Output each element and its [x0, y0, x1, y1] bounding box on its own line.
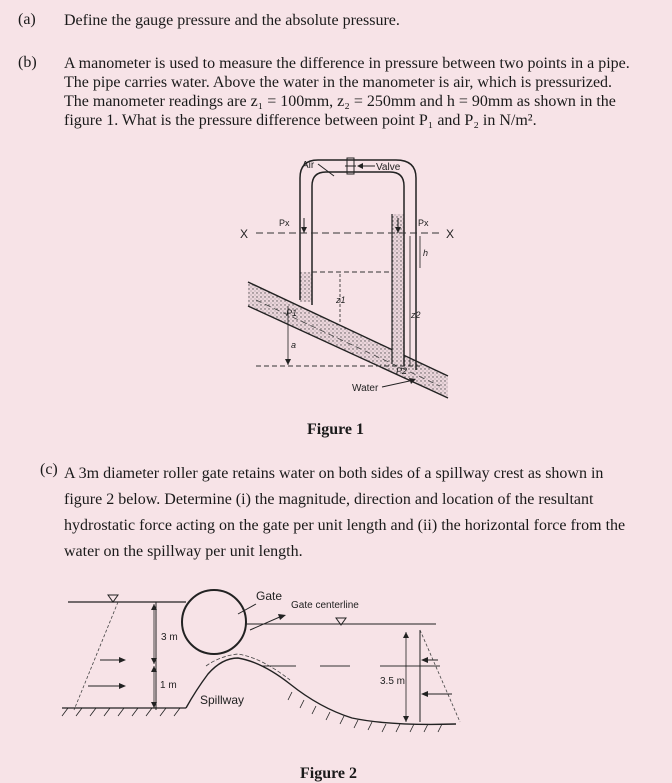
right-tube-water — [392, 214, 404, 364]
part-b-label: (b) — [18, 54, 37, 71]
spillway-profile — [186, 658, 456, 724]
z1-label: z1 — [336, 295, 346, 305]
figure-1-caption: Figure 1 — [307, 421, 365, 438]
upstream-surface-marker — [108, 595, 118, 602]
figure-2-roller-gate — [0, 580, 672, 780]
h-label: h — [423, 248, 429, 258]
spillway-label: Spillway — [200, 693, 245, 707]
z2-label: z2 — [411, 310, 421, 320]
px-right-label: Px — [418, 218, 429, 228]
part-a-label: (a) — [18, 11, 36, 28]
part-b-line-2: The pipe carries water. Above the water in the manometer is air, which is pressurized. — [64, 74, 613, 91]
three-half-m-label: 3.5 m — [380, 676, 406, 687]
valve-label: Valve — [376, 162, 401, 173]
part-b-line-3: The manometer readings are z₁ = 100mm, z₂ = 250mm and h = 90mm as shown in the — [64, 93, 616, 110]
three-m-label: 3 m — [161, 632, 178, 643]
p1-label: P1 — [286, 308, 298, 318]
gate-centerline-label: Gate centerline — [291, 600, 359, 611]
part-c-label: (c) — [40, 461, 58, 478]
p2-label: P2 — [396, 366, 408, 376]
roller-gate — [182, 590, 246, 654]
a-label: a — [291, 340, 297, 350]
px-left-label: Px — [279, 218, 290, 228]
pipe-top-wall — [248, 282, 448, 376]
figure-2-caption: Figure 2 — [300, 765, 358, 782]
part-b-line-4: figure 1. What is the pressure difference between point P₁ and P₂ in N/m². — [64, 112, 537, 129]
air-label: Air — [302, 160, 315, 171]
pipe-water-fill — [248, 282, 448, 398]
x-right-label: X — [446, 227, 455, 241]
one-m-label: 1 m — [160, 680, 177, 691]
water-label: Water — [352, 383, 379, 394]
gate-label: Gate — [256, 589, 283, 603]
left-tube-water — [300, 272, 312, 302]
part-c-line-4: water on the spillway per unit length. — [64, 543, 303, 560]
part-b-line-1: A manometer is used to measure the difference in pressure between two points in a pipe. — [64, 55, 630, 72]
part-c-line-3: hydrostatic force acting on the gate per unit length and (ii) the horizontal force from the — [64, 517, 626, 534]
part-c-line-1: A 3m diameter roller gate retains water on both sides of a spillway crest as shown in — [64, 465, 604, 482]
x-left-label: X — [240, 227, 249, 241]
part-a-text: Define the gauge pressure and the absolute pressure. — [64, 12, 400, 29]
part-c-line-2: figure 2 below. Determine (i) the magnitude, direction and location of the resultant — [64, 491, 594, 508]
